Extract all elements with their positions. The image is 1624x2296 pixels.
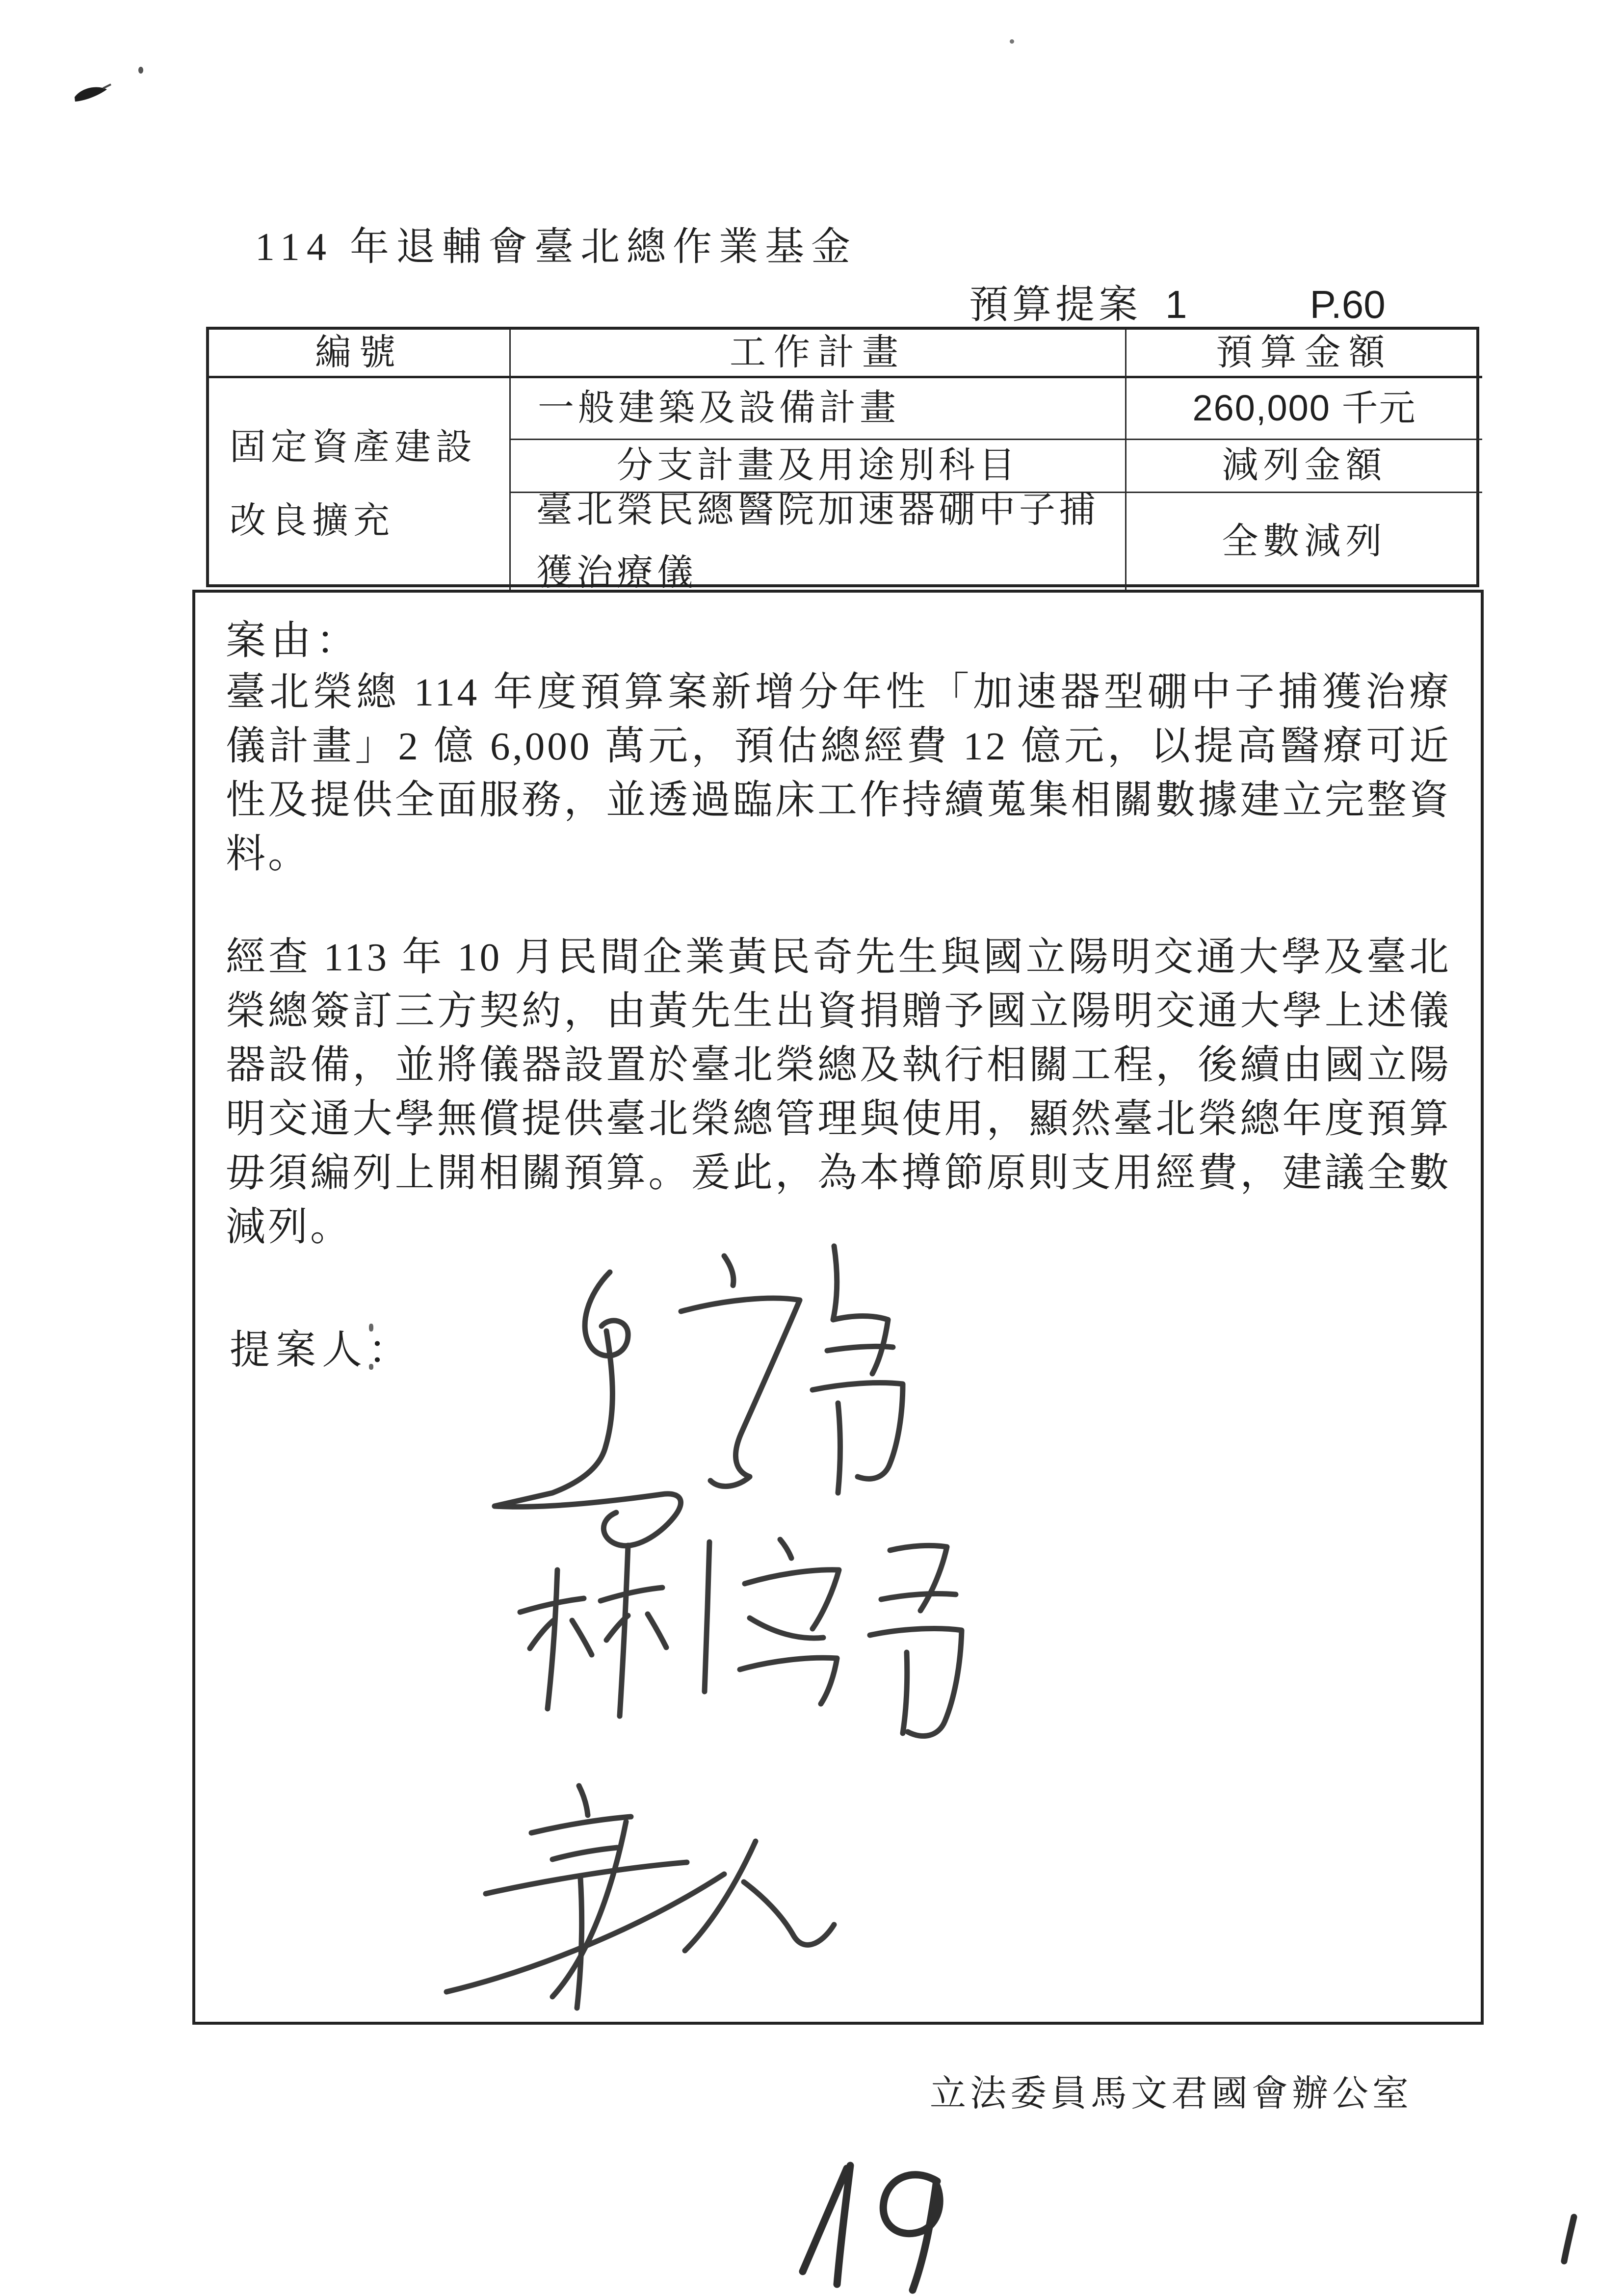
table-header-amount: 預算金額 bbox=[1126, 330, 1482, 378]
ink-smudge bbox=[69, 78, 118, 113]
signature-huang-jen bbox=[446, 1786, 834, 2008]
case-description-box bbox=[192, 590, 1484, 2025]
case-paragraph-1: 臺北榮總 114 年度預算案新增分年性「加速器型硼中子捕獲治療儀計畫」2 億 6,000 萬元，預估總經費 12 億元，以提高醫療可近性及提供全面服務，並透過臨床工作持續蒐集相關數據建立完整資料。 bbox=[226, 670, 1451, 876]
table-cell-amount-3: 全數減列 bbox=[1222, 521, 1387, 562]
table-cell-plan-3: 臺北榮民總醫院加速器硼中子捕獲治療儀 bbox=[511, 493, 1126, 590]
case-paragraph-2: 經查 113 年 10 月民間企業黃民奇先生與國立陽明交通大學及臺北榮總簽訂三方契約，由黃先生出資捐贈予國立陽明交通大學上述儀器設備，並將儀器設置於臺北榮總及執行相關工程，後續由國立陽明交通大學無償提供臺北榮總管理與使用，顯然臺北榮總年度預算毋須編列上開相關預算。爰此，為本撙節原則支用經費，建議全數減列。 bbox=[226, 935, 1451, 1249]
table-cell-plan-1: 一般建築及設備計畫 bbox=[511, 378, 1126, 440]
proposal-header bbox=[969, 273, 1386, 329]
office-line: 立法委員馬文君國會辦公室 bbox=[930, 2074, 1413, 2114]
proposal-number: 1 bbox=[1165, 283, 1187, 326]
table-row-label: 固定資產建設改良擴充 bbox=[209, 378, 511, 590]
proposer-label: 提案人： bbox=[230, 1328, 415, 1372]
signature-ma-wen-chun bbox=[495, 1246, 903, 1546]
case-label: 案由： bbox=[226, 618, 362, 663]
table-header-id: 編號 bbox=[209, 330, 511, 378]
handwritten-tick-mark bbox=[1555, 2210, 1585, 2269]
document-title: 114 年退輔會臺北總作業基金 bbox=[255, 226, 858, 269]
proposal-label: 預算提案 bbox=[969, 284, 1142, 327]
signature-lin-yi-chun bbox=[520, 1539, 962, 1736]
handwritten-page-number-49 bbox=[784, 2143, 970, 2295]
scan-speck bbox=[138, 67, 143, 74]
page-reference: P.60 bbox=[1310, 283, 1386, 326]
table-cell-amount-1: 260,000 千元 bbox=[1126, 378, 1482, 440]
table-header-workplan: 工作計畫 bbox=[511, 330, 1126, 378]
proposer-signatures bbox=[406, 1226, 1024, 2030]
scan-speck bbox=[1010, 39, 1014, 44]
table-cell-amount-2: 減列金額 bbox=[1126, 440, 1482, 493]
budget-table bbox=[206, 327, 1479, 593]
table-cell-plan-2: 分支計畫及用途別科目 bbox=[511, 440, 1126, 493]
